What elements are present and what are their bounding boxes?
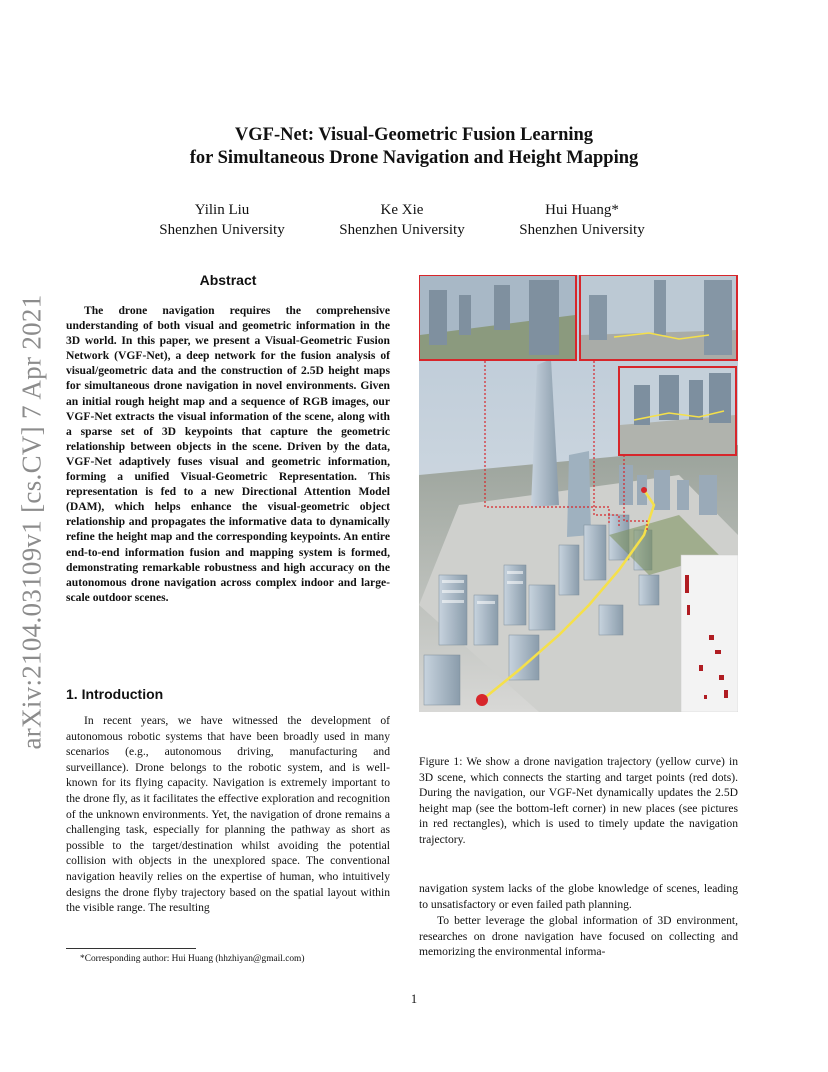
body-paragraph-right-1: navigation system lacks of the globe knowledge of scenes, leading to unsatisfactory or even failed path planning. xyxy=(419,882,738,911)
arxiv-stamp xyxy=(12,292,52,752)
page-number: 1 xyxy=(410,992,418,1006)
section-heading-introduction: 1. Introduction xyxy=(66,686,164,702)
title-line-1: VGF-Net: Visual-Geometric Fusion Learning xyxy=(234,125,594,145)
city-scene-illustration xyxy=(419,275,738,712)
paper-title xyxy=(0,124,828,170)
figure-1-image xyxy=(419,275,738,712)
author-name: Hui Huang* xyxy=(545,202,619,218)
author-affiliation: Shenzhen University xyxy=(339,222,465,238)
author-affiliation: Shenzhen University xyxy=(159,222,285,238)
footnote: *Corresponding author: Hui Huang (hhzhiyan@gmail.com) xyxy=(80,954,305,964)
author-3 xyxy=(482,200,682,240)
author-affiliation: Shenzhen University xyxy=(519,222,645,238)
intro-paragraph: In recent years, we have witnessed the development of autonomous robotic systems that have been broadly used in many scenarios (e.g., autonomous driving, manufacturing and surveillance). Drone belongs to the robotic system, and is well-known for its flying capacity. Navigation is extremely important to the drone fly, as it facilitates the effective exploration and recognition of the unknown environments. Yet, the navigation of drone remains a challenging task, especially for planning the pathway as short as possible to the target/destination whilst avoiding the potential collision with objects in the unexplored space. The conventional navigation heavily relies on the expertise of human, who intuitively designs the drone flyby trajectory based on the spatial layout within the visible range. The resulting xyxy=(66,714,390,915)
author-2 xyxy=(302,200,502,240)
body-paragraph-right-2: To better leverage the global information of 3D environment, researches on drone navigation have focused on collecting and memorizing the environmental informa- xyxy=(419,914,738,959)
abstract-heading: Abstract xyxy=(199,272,257,288)
arxiv-id: arXiv:2104.03109v1 [cs.CV] 7 Apr 2021 xyxy=(16,294,47,750)
title-line-2: for Simultaneous Drone Navigation and Height Mapping xyxy=(189,148,639,168)
author-1 xyxy=(122,200,322,240)
author-name: Ke Xie xyxy=(380,202,424,218)
abstract-text: The drone navigation requires the comprehensive understanding of both visual and geometric information in the 3D world. In this paper, we present a Visual-Geometric Fusion Network (VGF-Net), a deep network for the fusion analysis of visual/geometric data and the construction of 2.5D height maps for simultaneous drone navigation in novel environments. Given an initial rough height map and a sequence of RGB images, our VGF-Net extracts the visual information of the scene, along with a sparse set of 3D keypoints that capture the geometric relationship between objects in the scene. Driven by the data, VGF-Net adaptively fuses visual and geometric information, forming a unified Visual-Geometric Representation. This representation is fed to a new Directional Attention Model (DAM), which helps enhance the visual-geometric object relationship and propagates the informative data to dynamically refine the height map and the corresponding keypoints. An entire end-to-end information fusion and mapping system is formed, demonstrating remarkable robustness and high accuracy on the autonomous drone navigation across complex indoor and large-scale outdoor scenes. xyxy=(66,304,390,604)
footnote-rule xyxy=(66,948,196,949)
figure-caption: Figure 1: We show a drone navigation trajectory (yellow curve) in 3D scene, which connects the starting and target points (red dots). During the navigation, our VGF-Net dynamically updates the 2.5D height map (see the bottom-left corner) in new places (see pictures in red rectangles), which is used to timely update the navigation trajectory. xyxy=(419,755,738,846)
author-name: Yilin Liu xyxy=(194,202,250,218)
